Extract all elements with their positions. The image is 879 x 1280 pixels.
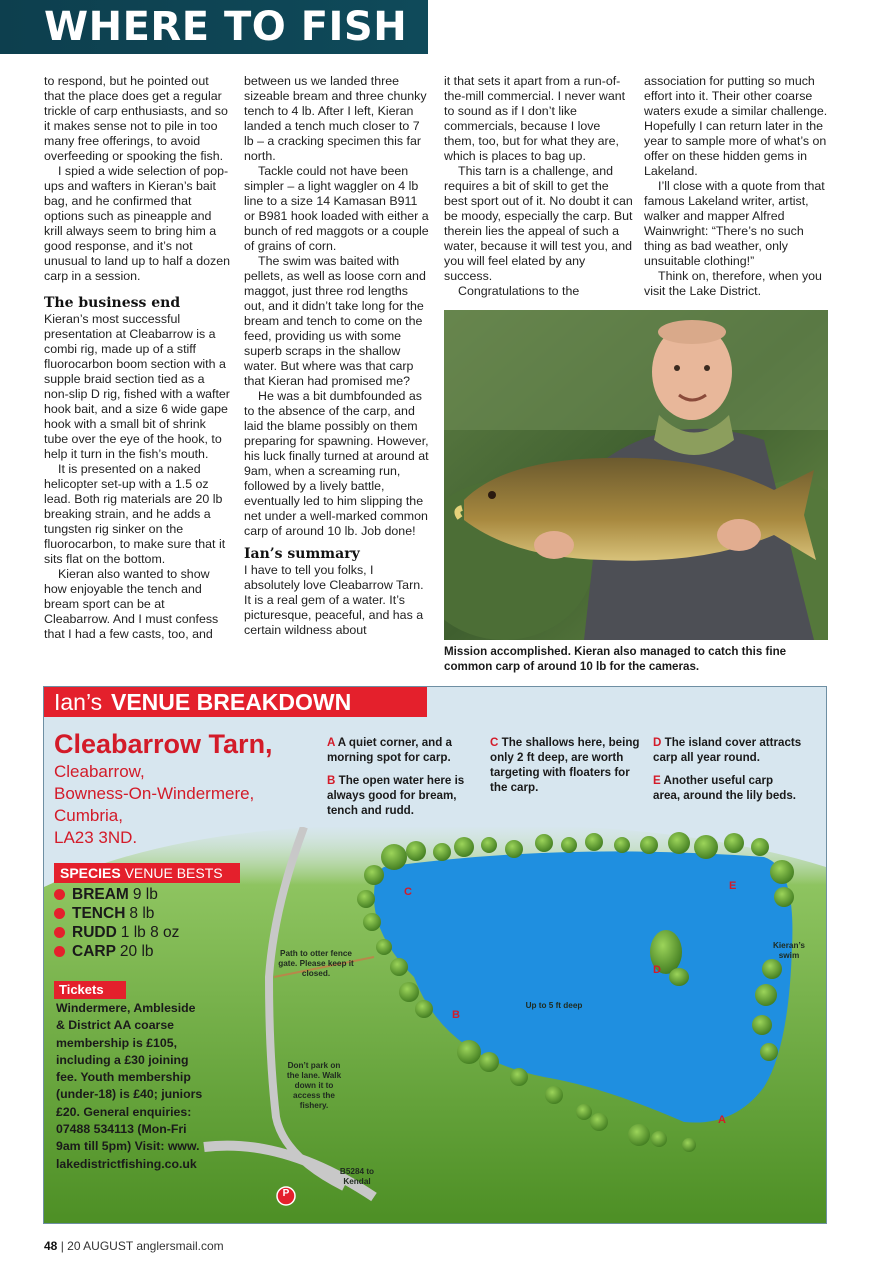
article-column-4 [644, 74, 834, 299]
key-item-c [490, 735, 640, 795]
key-text: The shallows here, being only 2 ft deep, are worth targeting with floaters for the carp. [490, 736, 640, 794]
bullet-icon [54, 889, 65, 900]
map-label-road: B5284 to Kendal [339, 1167, 375, 1186]
species-name: CARP [72, 943, 116, 960]
paragraph: He was a bit dumbfounded as to the absence of the carp, and laid the blame possibly on them preparing for spawning. However, his luck finally turned at around at 9am, when a screaming run, followed by a lively battle, eventually led to him slipping the net under a well-marked common carp of around 10 lb. Job done! [244, 389, 429, 538]
venue-address [54, 761, 254, 849]
paragraph: This tarn is a challenge, and requires a bit of skill to get the best sport out of it. No doubt it can be moody, especially the carp. But therein lies the appeal of such a water, because it will test you, and you will feel elated by any success. [444, 164, 633, 283]
species-list [54, 885, 254, 961]
key-item-e [653, 773, 803, 803]
key-letter: B [327, 774, 336, 787]
photo-caption: Mission accomplished. Kieran also managed to catch this fine common carp of around 10 lb for the cameras. [444, 645, 787, 673]
key-text: The island cover attracts carp all year round. [653, 736, 802, 764]
map-key-column-3 [653, 735, 803, 811]
tickets-info: Windermere, Ambleside & District AA coarse membership is £105, including a £30 joining fee. Youth membership (under-18) is £40; juniors £20. General enquiries: 07488 534113 (Mon-Fri 9am till 5pm) Visit: www. lakedistrictfishing.co.uk [56, 1001, 203, 1171]
section-title: WHERE TO FISH [44, 4, 408, 50]
paragraph: Kieran’s most successful presentation at Cleabarrow is a combi rig, made up of a stiff fluorocarbon boom section with a supple braid section tied as a non-slip D rig, fished with a wafter hook bait, and a size 6 wide gape hook with a small bit of shrink tube over the eye of the hook, to help it turn in the fish’s mouth. [44, 312, 230, 461]
key-text: Another useful carp area, around the lily beds. [653, 774, 797, 802]
key-letter: A [327, 736, 335, 749]
map-marker-d: D [653, 964, 661, 976]
species-sub: VENUE BESTS [124, 865, 223, 881]
map-label-parking: Don’t park on the lane. Walk down it to access the fishery. [286, 1061, 342, 1110]
bullet-icon [54, 927, 65, 938]
species-weight: 1 lb 8 oz [120, 924, 180, 941]
section-header [0, 0, 428, 54]
species-label: SPECIES [60, 865, 121, 881]
issue-date: 20 AUGUST [67, 1239, 133, 1253]
key-letter: C [490, 736, 499, 749]
species-weight: 9 lb [132, 886, 158, 903]
breakdown-tab [44, 687, 427, 717]
key-item-d [653, 735, 803, 765]
species-name: RUDD [72, 924, 117, 941]
venue-breakdown-panel [43, 686, 827, 1224]
paragraph: I have to tell you folks, I absolutely love Cleabarrow Tarn. It is a real gem of a water. It’s picturesque, peaceful, and has a certain wildness about [244, 563, 424, 637]
species-item [54, 904, 254, 923]
map-marker-e: E [729, 880, 737, 892]
paragraph: Congratulations to the [458, 284, 580, 298]
map-label-swim: Kieran’s swim [772, 941, 805, 960]
species-weight: 8 lb [129, 905, 155, 922]
paragraph: Tackle could not have been simpler – a light waggler on 4 lb line to a size 14 Kamasan B911 or B981 hook loaded with either a bunch of red maggots or a couple of grains of corn. [244, 164, 429, 253]
map-marker-c: C [404, 886, 412, 898]
paragraph: association for putting so much effort into it. Their other coarse waters exude a similar challenge. Hopefully I can return later in the year to sample more of what’s on offer on these hidden gems in Lakeland. [644, 74, 828, 178]
bullet-icon [54, 908, 65, 919]
tab-title: VENUE BREAKDOWN [111, 689, 352, 715]
address-line: Cumbria, [54, 806, 123, 825]
article-column-2 [244, 74, 430, 638]
paragraph: I spied a wide selection of pop-ups and wafters in Kieran’s bait bag, and he confirmed that options such as pineapple and krill always seem to bring him a good response, and it’s not unusual to land up to half a dozen carp in a session. [44, 164, 231, 283]
bullet-icon [54, 946, 65, 957]
species-name: TENCH [72, 905, 126, 922]
species-item [54, 885, 254, 904]
species-name: BREAM [72, 886, 129, 903]
paragraph: The swim was baited with pellets, as well as loose corn and maggot, just three rod lengths out, and it didn’t take long for the bream and tench to come on the feed, providing us with some superb scraps in the shallow water. But where was that carp that Kieran had promised me? [244, 254, 426, 388]
map-key-column-1 [327, 735, 477, 826]
tab-prefix: Ian’s [54, 689, 103, 715]
tickets-label: Tickets [54, 981, 126, 999]
species-item [54, 923, 254, 942]
key-letter: E [653, 774, 661, 787]
address-line: LA23 3ND. [54, 828, 138, 847]
species-item [54, 942, 254, 961]
parking-icon: P [282, 1188, 290, 1199]
key-text: The open water here is always good for bream, tench and rudd. [327, 774, 465, 817]
article-column-1 [44, 74, 230, 642]
key-text: A quiet corner, and a morning spot for carp. [327, 736, 452, 764]
map-label-path: Path to otter fence gate. Please keep it closed. [278, 949, 354, 978]
key-letter: D [653, 736, 662, 749]
paragraph: Think on, therefore, when you visit the Lake District. [644, 269, 822, 298]
paragraph: to respond, but he pointed out that the place does get a regular trickle of carp enthusiasts, and so it makes sense not to pile in too many free offerings, to avoid overfeeding or spooking the fish. [44, 74, 228, 163]
page-footer: 48 | 20 AUGUST anglersmail.com [44, 1239, 224, 1253]
subheading-summary: Ian’s summary [244, 546, 360, 562]
site-url: anglersmail.com [136, 1239, 224, 1253]
paragraph: between us we landed three sizeable bream and three chunky tench to 4 lb. After I left, Kieran landed a tench much closer to 7 lb – a cracking specimen this far north. [244, 74, 427, 163]
paragraph: It is presented on a naked helicopter set-up with a 1.5 oz lead. Both rig materials are 20 lb breaking strain, and he adds a tungsten rig sinker on the fluorocarbon, to make sure that it sits flat on the bottom. [44, 462, 226, 566]
article-column-3 [444, 74, 634, 299]
key-item-b [327, 773, 477, 818]
page-number: 48 [44, 1239, 58, 1253]
subheading-business-end: The business end [44, 295, 181, 311]
species-header [54, 863, 240, 883]
map-marker-b: B [452, 1009, 460, 1021]
species-weight: 20 lb [119, 943, 154, 960]
map-marker-a: A [718, 1114, 726, 1126]
address-line: Cleabarrow, [54, 762, 145, 781]
venue-name: Cleabarrow Tarn, [54, 729, 273, 759]
key-item-a [327, 735, 477, 765]
map-label-depth: Up to 5 ft deep [525, 1001, 583, 1010]
address-line: Bowness-On-Windermere, [54, 784, 255, 803]
paragraph: Kieran also wanted to show how enjoyable the tench and bream sport can be at Cleabarrow. And I must confess that I had a few casts, too, and [44, 567, 219, 641]
paragraph: I’ll close with a quote from that famous Lakeland writer, artist, walker and mapper Alfred Wainwright: “There’s no such thing as bad weather, only unsuitable clothing!” [644, 179, 825, 268]
paragraph: it that sets it apart from a run-of-the-mill commercial. I never want to sound as if I don’t like commercials, because I love them, too, but for what they are, which is places to bag up. [444, 74, 626, 163]
map-key-column-2 [490, 735, 640, 803]
angler-carp-photo [444, 310, 828, 640]
